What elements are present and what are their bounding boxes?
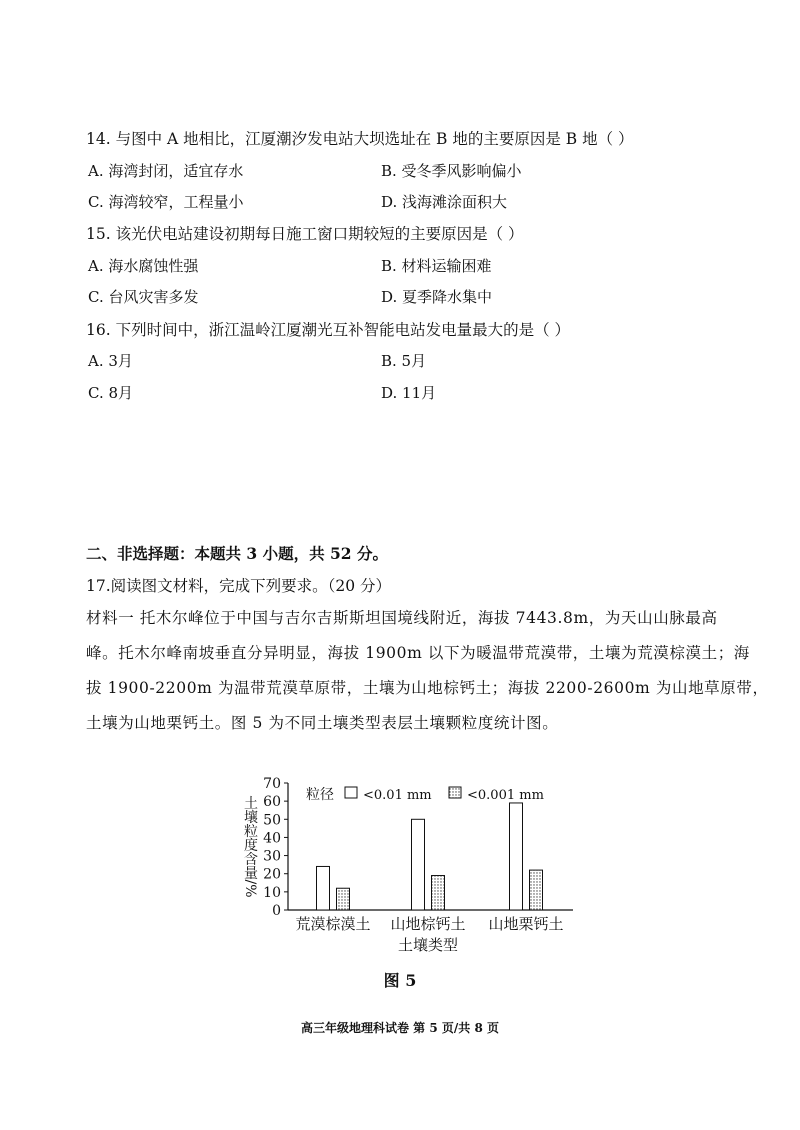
question-14-option-c[interactable]: C. 海湾较窄，工程量小 bbox=[88, 193, 244, 211]
question-15-option-c[interactable]: C. 台风灾害多发 bbox=[88, 288, 199, 306]
bar-lt-0.01mm-2 bbox=[412, 819, 425, 910]
material-line-3: 拔 1900-2200m 为温带荒漠草原带，土壤为山地棕钙土；海拔 2200-2600m 为山地草原带， bbox=[86, 679, 769, 697]
material-line-1: 材料一 托木尔峰位于中国与吉尔吉斯斯坦国境线附近，海拔 7443.8m，为天山山脉最高 bbox=[86, 609, 718, 627]
figure-5-caption: 图 5 bbox=[383, 971, 417, 990]
y-tick-label: 50 bbox=[263, 812, 281, 829]
figure-5-bar-chart bbox=[236, 770, 596, 992]
question-14-stem: 14. 与图中 A 地相比，江厦潮汐发电站大坝选址在 B 地的主要原因是 B 地（ ） bbox=[86, 130, 634, 148]
x-axis-label: 土壤类型 bbox=[397, 936, 459, 954]
question-16-stem: 16. 下列时间中，浙江温岭江厦潮光互补智能电站发电量最大的是（ ） bbox=[86, 321, 571, 339]
question-15-option-d[interactable]: D. 夏季降水集中 bbox=[381, 288, 493, 306]
legend-swatch-lt-0.001mm bbox=[449, 787, 461, 798]
x-category-label: 山地棕钙土 bbox=[390, 915, 466, 933]
question-15-option-b[interactable]: B. 材料运输困难 bbox=[381, 257, 492, 275]
bar-lt-0.01mm-1 bbox=[317, 866, 330, 910]
question-16-option-d[interactable]: D. 11月 bbox=[381, 384, 437, 402]
question-16-option-c[interactable]: C. 8月 bbox=[88, 384, 134, 402]
material-line-4: 土壤为山地栗钙土。图 5 为不同土壤类型表层土壤颗粒度统计图。 bbox=[86, 714, 559, 732]
page-footer: 高三年级地理科试卷 第 5 页/共 8 页 bbox=[301, 1021, 499, 1035]
x-category-label: 山地栗钙土 bbox=[488, 915, 564, 933]
bar-lt-0.001mm-2 bbox=[432, 876, 445, 910]
y-tick-label: 0 bbox=[272, 903, 281, 919]
legend-label-lt-0.001mm: <0.001 mm bbox=[467, 788, 544, 803]
question-16-option-a[interactable]: A. 3月 bbox=[88, 352, 133, 370]
y-axis-label: 土壤粒度含量/% bbox=[242, 795, 258, 898]
bar-lt-0.001mm-3 bbox=[530, 870, 543, 910]
question-17-title: 17.阅读图文材料，完成下列要求。（20 分） bbox=[86, 577, 392, 595]
y-tick-label: 60 bbox=[263, 794, 281, 811]
question-15-option-a[interactable]: A. 海水腐蚀性强 bbox=[88, 257, 199, 275]
y-tick-label: 10 bbox=[263, 884, 281, 901]
question-14-option-a[interactable]: A. 海湾封闭，适宜存水 bbox=[88, 162, 244, 180]
material-line-2: 峰。托木尔峰南坡垂直分异明显，海拔 1900m 以下为暖温带荒漠带，土壤为荒漠棕漠土；海 bbox=[86, 644, 750, 662]
y-tick-label: 40 bbox=[263, 830, 281, 847]
legend-title: 粒径 bbox=[306, 787, 334, 803]
x-category-label: 荒漠棕漠土 bbox=[295, 915, 371, 933]
bar-lt-0.01mm-3 bbox=[510, 803, 523, 910]
question-14-option-b[interactable]: B. 受冬季风影响偏小 bbox=[381, 162, 522, 180]
question-15-stem: 15. 该光伏电站建设初期每日施工窗口期较短的主要原因是（ ） bbox=[86, 225, 524, 243]
legend-swatch-lt-0.01mm bbox=[345, 787, 357, 798]
question-14-option-d[interactable]: D. 浅海滩涂面积大 bbox=[381, 193, 508, 211]
question-16-option-b[interactable]: B. 5月 bbox=[381, 352, 427, 370]
y-tick-label: 30 bbox=[263, 848, 281, 865]
section-two-heading: 二、非选择题：本题共 3 小题，共 52 分。 bbox=[86, 544, 388, 563]
legend-label-lt-0.01mm: <0.01 mm bbox=[363, 788, 432, 803]
bar-lt-0.001mm-1 bbox=[337, 888, 350, 910]
y-tick-label: 70 bbox=[263, 776, 281, 792]
y-tick-label: 20 bbox=[263, 866, 281, 883]
